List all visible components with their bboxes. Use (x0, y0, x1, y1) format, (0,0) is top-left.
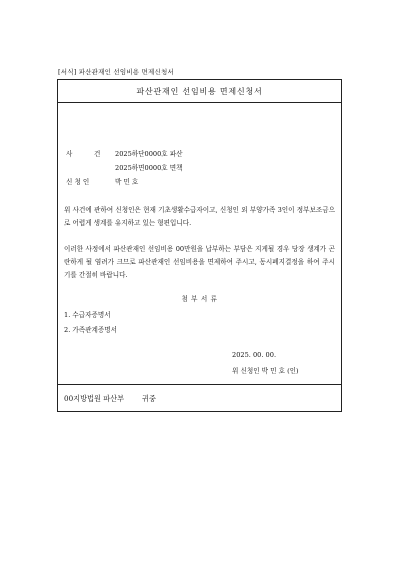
attachment-item: 2. 가족관계증명서 (64, 326, 117, 334)
title-row (58, 80, 341, 103)
form-caption: [서식] 파산관재인 선임비용 면제신청서 (58, 68, 174, 76)
attachments-heading: 첨 부 서 류 (181, 295, 218, 303)
case-label-sa: 사 (66, 150, 73, 158)
body-paragraph-2: 이러한 사정에서 파산관재인 선임비용 00만원을 납부하는 부담은 지게될 경우 당장 생계가 곤란하게 될 염려가 크므로 파산관재인 선임비용을 면제하여 주시고, 동시폐지결정을 하여 주시기를 간절히 바랍니다. (64, 245, 335, 280)
body-paragraph-1: 위 사건에 관하여 신청인은 현재 기초생활수급자이고, 신청인 외 부양가족 3인이 정부보조금으로 어렵게 생계를 유지하고 있는 형편입니다. (64, 206, 335, 228)
court-row (58, 384, 341, 411)
court-suffix: 귀중 (142, 394, 156, 403)
case-number-discharge: 2025하면0000호 면책 (115, 164, 183, 172)
case-number-bankruptcy: 2025하단0000호 파산 (115, 150, 183, 158)
attachment-item: 1. 수급자증명서 (64, 311, 111, 319)
application-form (57, 79, 342, 412)
applicant-signature: 위 신청인 박 민 호 (인) (232, 367, 299, 375)
applicant-name: 박 민 호 (115, 178, 139, 186)
court-name: 00지방법원 파산부 (64, 394, 125, 403)
application-date: 2025. 00. 00. (232, 351, 277, 359)
case-label-geon: 건 (94, 150, 101, 158)
applicant-label: 신 청 인 (66, 178, 90, 186)
document-title: 파산관재인 선임비용 면제신청서 (136, 86, 263, 96)
